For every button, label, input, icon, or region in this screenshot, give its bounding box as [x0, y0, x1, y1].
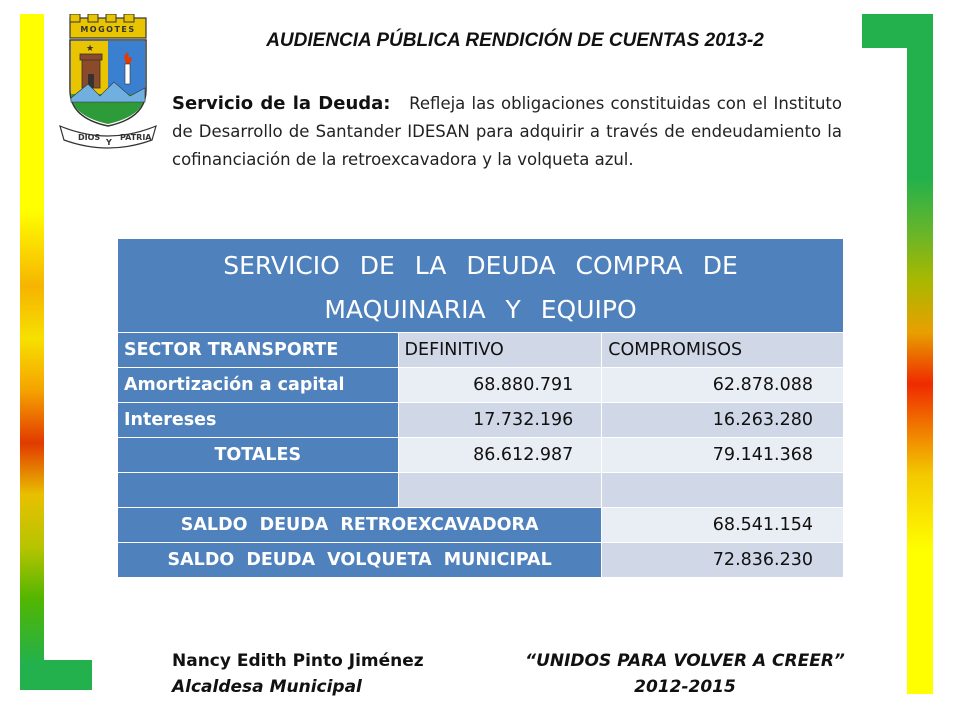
crest-town-text: MOGOTES [80, 25, 136, 34]
left-color-bar [20, 14, 44, 664]
svg-text:★: ★ [85, 44, 95, 54]
debt-table [117, 238, 844, 578]
row-label: Intereses [118, 403, 399, 438]
slogan-text: “UNIDOS PARA VOLVER A CREER” [525, 651, 845, 671]
empty-cell [602, 473, 844, 508]
table-title [118, 239, 844, 333]
left-bar-foot [20, 660, 92, 690]
footer-signature [172, 648, 424, 700]
intro-paragraph [172, 90, 842, 174]
balance-row [118, 543, 844, 578]
table-title-line2: MAQUINARIA Y EQUIPO [324, 294, 637, 324]
footer-slogan [520, 648, 850, 700]
crest-motto-left: DIOS [78, 133, 101, 142]
row-compromisos: 62.878.088 [602, 368, 844, 403]
row-compromisos: 16.263.280 [602, 403, 844, 438]
table-row-totals [118, 438, 844, 473]
empty-cell [118, 473, 399, 508]
right-color-bar [907, 48, 933, 694]
header-definitivo: DEFINITIVO [398, 333, 602, 368]
slogan-period: 2012-2015 [634, 677, 736, 697]
mayor-role: Alcaldesa Municipal [172, 677, 362, 697]
right-bar-head [862, 14, 933, 48]
table-title-line1: SERVICIO DE LA DEUDA COMPRA DE [223, 250, 738, 280]
row-definitivo: 68.880.791 [398, 368, 602, 403]
row-label: Amortización a capital [118, 368, 399, 403]
mayor-name: Nancy Edith Pinto Jiménez [172, 651, 424, 671]
header-sector: SECTOR TRANSPORTE [118, 333, 399, 368]
row-definitivo: 86.612.987 [398, 438, 602, 473]
empty-cell [398, 473, 602, 508]
balance-row [118, 508, 844, 543]
row-label: TOTALES [118, 438, 399, 473]
intro-text: Refleja las obligaciones constituidas con el Instituto de Desarrollo de Santander IDESAN para adquirir a través de endeudamiento la cofinanciación de la retroexcavadora y la volqueta azul. [172, 94, 842, 169]
intro-lead: Servicio de la Deuda: [172, 93, 391, 114]
balance-label: SALDO DEUDA VOLQUETA MUNICIPAL [118, 543, 602, 578]
page-title: AUDIENCIA PÚBLICA RENDICIÓN DE CUENTAS 2013-2 [266, 30, 764, 51]
table-row [118, 403, 844, 438]
row-compromisos: 79.141.368 [602, 438, 844, 473]
balance-label: SALDO DEUDA RETROEXCAVADORA [118, 508, 602, 543]
crest-motto-middle: Y [106, 138, 112, 147]
balance-value: 72.836.230 [602, 543, 844, 578]
balance-value: 68.541.154 [602, 508, 844, 543]
table-row-empty [118, 473, 844, 508]
row-definitivo: 17.732.196 [398, 403, 602, 438]
municipal-crest-icon [58, 14, 158, 154]
crest-motto-right: PATRIA [120, 133, 152, 142]
header-compromisos: COMPROMISOS [602, 333, 844, 368]
table-row [118, 368, 844, 403]
